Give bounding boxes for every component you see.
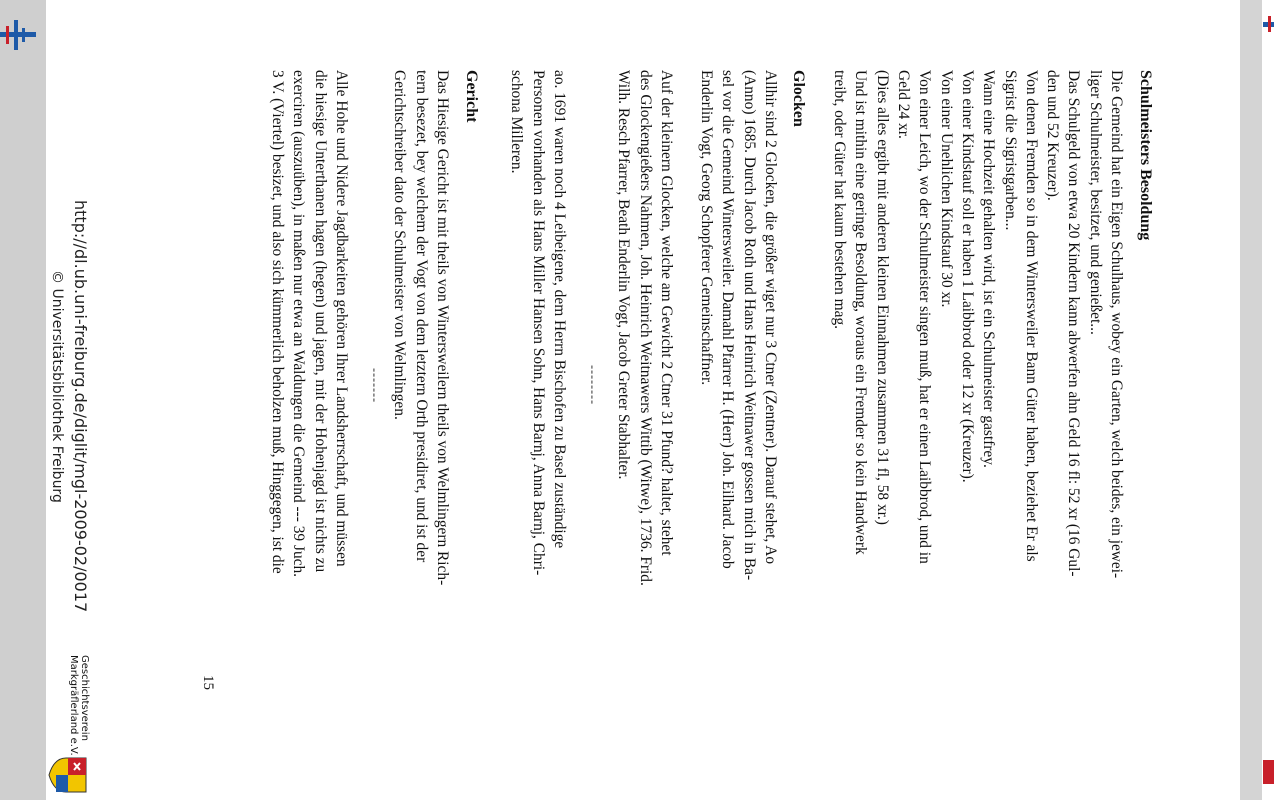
text-line: des Glockengießers Nahmen, Joh. Heinrich Weitnawers Wittib (Witwe), 1736. Frid. [636, 70, 654, 586]
text-line: Alle Hohe und Nidere Jagdbarkeiten gehören Ihrer Landsherrschaft, und müssen [333, 70, 350, 567]
text-line: Wilh. Resch Pfarrer, Beath Enderlin Vogt, Jacob Greter Stabhalter. [615, 70, 633, 480]
text-line: die hiesige Unterthanen hagen (hegen) und jagen, mit der Hohenjagd ist nichts zu [311, 70, 329, 573]
section-title-glocken: Glocken [790, 70, 807, 127]
text-line: treibt, oder Güter hat kaum bestehen mag. [831, 70, 849, 329]
footer-library: © Universitätsbibliothek Freiburg [49, 270, 65, 503]
text-line: (Anno) 1685. Durch Jacob Roth und Hans Heinrich Weitnawer gossen mich in Ba- [740, 70, 758, 581]
text-line: Von denen Fremden so in dem Wintersweiler Bann Güter haben, beziehet Er als [1022, 70, 1040, 562]
section-body-schulmeister [829, 70, 1127, 746]
right-margin-strip [1240, 0, 1274, 800]
rotated-page-content [46, 0, 1240, 800]
section-title-gericht: Gericht [463, 70, 480, 123]
society-line: Markgräflerland e.V. [68, 655, 79, 756]
text-line: Gerichtschreiber dato der Schulmeister von Welmlingen. [391, 70, 409, 420]
text-line: Personen vorhanden als Hans Miller Hansen Sohn, Hans Barnj, Anna Barnj, Chri- [529, 70, 547, 576]
text-line: ao. 1691 waren noch 4 Leibeigene, dem Herrn Bischofen zu Basel zuständige [551, 70, 568, 549]
coat-of-arms-icon [48, 755, 88, 795]
section-body-glocken [696, 70, 781, 746]
text-line: Sigrist die Sigristgarben... [1001, 70, 1019, 231]
section-body-jagd [267, 70, 352, 746]
ub-freiburg-logo-icon [0, 16, 40, 56]
section-body-glocken-2 [613, 70, 677, 746]
text-line: 3 V. (Viertel) besizet, und also sich kümmerlich beholzen muß, Hinggegen, ist die [269, 70, 287, 574]
text-line: Von einer Unehlichen Kindstauf 30 xr. [937, 70, 955, 308]
separator: -------- [586, 365, 600, 405]
next-page-edge-icon [1240, 0, 1274, 800]
text-line: schona Milleren. [508, 70, 526, 174]
text-line: sel vor die Gemeind Wintersweiler. Damahl Pfarrer H. (Herr) Joh. Eilhard. Jacob [719, 70, 737, 569]
text-line: Geld 24 xr. [895, 70, 913, 139]
text-line: Das Schulgeld von etwa 20 Kindern kann abwerfen ahn Geld 16 fl: 52 xr (16 Gul- [1065, 70, 1083, 577]
section-body-gericht [389, 70, 453, 746]
text-line: Enderlin Vogt, Georg Schopferer Gemeinschaffner. [698, 70, 716, 386]
text-line: Das Hiesige Gericht ist mit theils von Wintersweilern theils von Welmlingern Rich- [434, 70, 451, 586]
section-body-leibeigene [506, 70, 570, 746]
document-page [46, 0, 1240, 800]
text-line: den und 52 Kreuzer). [1044, 70, 1062, 201]
footer-url[interactable]: http://dl.ub.uni-freiburg.de/diglit/mgl-2009-02/0017 [71, 200, 90, 613]
text-line: Auf der kleinern Glocken, welche am Gewicht 2 Ctner 31 Pfund? haltet, stehet [658, 70, 675, 556]
text-line: Von einer Leich, wo der Schulmeister singen muß, hat er einen Laibbrod, und in [916, 70, 934, 564]
society-line: Geschichtsverein [79, 655, 90, 741]
text-line: Wann eine Hochzeit gehalten wird, ist ein Schulmeister gastfrey. [980, 70, 998, 468]
text-line: exerciren (auszuüben), in maßen nur etwa an Waldungen die Gemeind --- 39 Juch. [290, 70, 308, 578]
left-margin-strip [0, 0, 46, 800]
page-number: 15 [200, 675, 216, 690]
text-line: liger Schulmeister, besitzet, und genießet... [1086, 70, 1104, 335]
text-line: Allhir sind 2 Glocken, die größer wiget nur 3 Ctner (Zentner). Darauf stehet, Ao [762, 70, 779, 565]
separator: ------- [368, 368, 382, 403]
text-line: tern besezet, bey welchem der Vogt von dem letztern Orth presidiret, und ist der [412, 70, 430, 563]
text-line: Von einer Kindstauf soll er haben 1 Laibbrod oder 12 xr (Kreuzer). [958, 70, 976, 483]
text-line: (Dies alles ergibt mit anderen kleinen Einnahmen zusammen 31 fl, 58 xr.) [873, 70, 891, 525]
text-line: Und ist mithin eine geringe Besoldung, woraus ein Fremder so kein Handwerk [852, 70, 870, 555]
society-label [68, 655, 90, 756]
text-line: Die Gemeind hat ein Eigen Schulhaus, wobey ein Garten, welch beides, ein jewei- [1108, 70, 1125, 579]
section-title-schulmeister: Schulmeisters Besoldung [1137, 70, 1154, 241]
